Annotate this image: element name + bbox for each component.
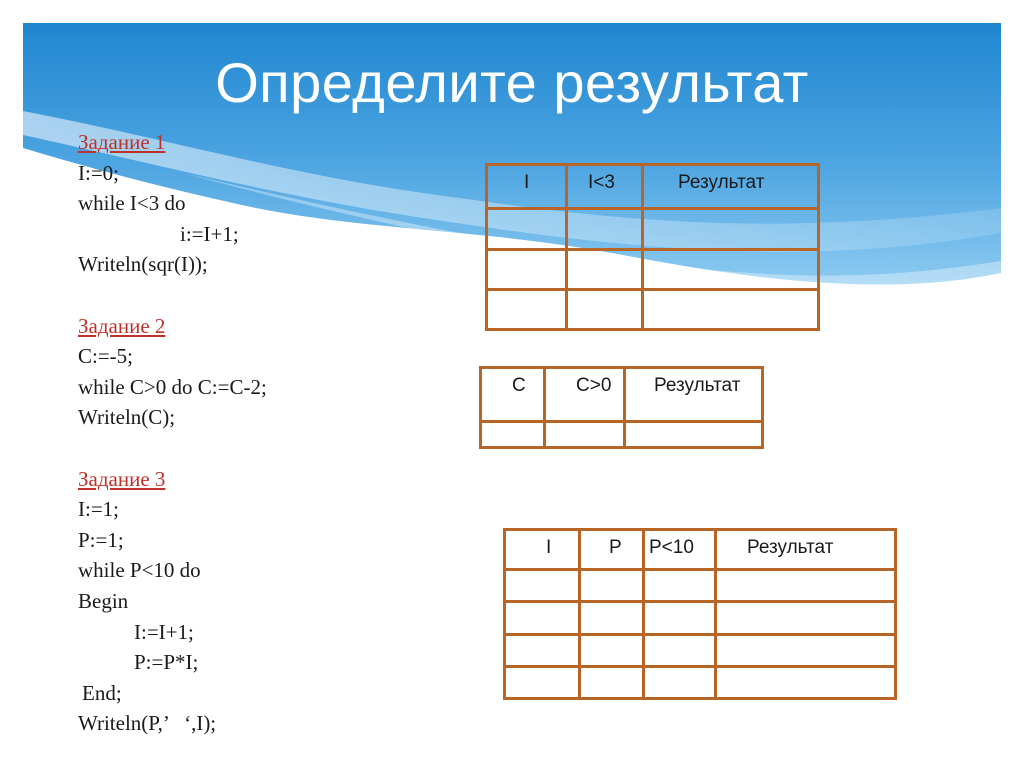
table-cell[interactable]	[481, 422, 545, 448]
header-i: I	[524, 172, 530, 193]
code-line: Writeln(P,’ ‘,I);	[78, 711, 217, 736]
table-cell[interactable]	[505, 570, 580, 602]
table-header-cell	[481, 368, 545, 422]
code-line: while P<10 do	[78, 558, 201, 583]
code-line: Begin	[78, 588, 129, 613]
task-2	[78, 311, 458, 433]
table-header-cell	[643, 165, 819, 209]
table-cell[interactable]	[643, 209, 819, 249]
header-p: P	[609, 537, 622, 558]
table-cell[interactable]	[644, 666, 716, 698]
table-header-cell	[567, 165, 643, 209]
slide-title: Определите результат	[215, 51, 809, 114]
header-result: Результат	[678, 172, 765, 193]
table-cell[interactable]	[580, 666, 644, 698]
table-header-cell	[505, 530, 580, 570]
task-3-heading: Задание 3	[78, 466, 166, 491]
table-header-cell	[644, 530, 716, 570]
header-c-gt-0: C>0	[576, 375, 612, 396]
code-line: End;	[82, 680, 122, 705]
table-cell[interactable]	[567, 249, 643, 289]
code-line: I:=I+1;	[134, 619, 194, 644]
table-cell[interactable]	[644, 634, 716, 666]
table-cell[interactable]	[716, 634, 896, 666]
header-result: Результат	[654, 375, 741, 396]
table-header-cell	[545, 368, 625, 422]
result-table-3	[503, 528, 897, 700]
table-cell[interactable]	[716, 602, 896, 634]
task-2-heading: Задание 2	[78, 313, 166, 338]
table-cell[interactable]	[505, 666, 580, 698]
header-i: I	[546, 537, 552, 558]
task-1-heading: Задание 1	[78, 130, 166, 154]
code-line: while C>0 do C:=C-2;	[78, 374, 267, 399]
table-cell[interactable]	[487, 289, 567, 329]
header-c: C	[512, 375, 526, 396]
code-line: while I<3 do	[78, 191, 186, 216]
table-cell[interactable]	[505, 634, 580, 666]
table-cell[interactable]	[580, 570, 644, 602]
header-p-lt-10: P<10	[649, 537, 694, 558]
table-cell[interactable]	[567, 209, 643, 249]
code-line: i:=I+1;	[180, 221, 239, 246]
code-line: I:=1;	[78, 497, 120, 522]
table-cell[interactable]	[643, 289, 819, 329]
code-line: P:=1;	[78, 527, 124, 552]
table-cell[interactable]	[545, 422, 625, 448]
table-cell[interactable]	[567, 289, 643, 329]
tasks-column	[78, 127, 458, 745]
code-line: Writeln(sqr(I));	[78, 252, 208, 277]
slide	[23, 23, 1001, 745]
header-result: Результат	[747, 537, 834, 558]
table-cell[interactable]	[625, 422, 763, 448]
code-line: I:=0;	[78, 160, 120, 185]
table-header-cell	[580, 530, 644, 570]
result-table-1	[485, 163, 820, 331]
table-cell[interactable]	[716, 666, 896, 698]
table-cell[interactable]	[580, 634, 644, 666]
table-cell[interactable]	[643, 249, 819, 289]
table-cell[interactable]	[716, 570, 896, 602]
table-header-cell	[487, 165, 567, 209]
table-cell[interactable]	[487, 249, 567, 289]
table-cell[interactable]	[487, 209, 567, 249]
table-header-cell	[625, 368, 763, 422]
code-line: Writeln(C);	[78, 405, 176, 430]
task-1	[78, 127, 458, 280]
task-3	[78, 464, 458, 739]
result-table-2	[479, 366, 764, 449]
table-cell[interactable]	[580, 602, 644, 634]
header-i-lt-3: I<3	[588, 172, 615, 193]
code-line: P:=P*I;	[134, 650, 199, 675]
table-cell[interactable]	[505, 602, 580, 634]
table-cell[interactable]	[644, 602, 716, 634]
table-cell[interactable]	[644, 570, 716, 602]
table-header-cell	[716, 530, 896, 570]
code-line: C:=-5;	[78, 344, 134, 369]
